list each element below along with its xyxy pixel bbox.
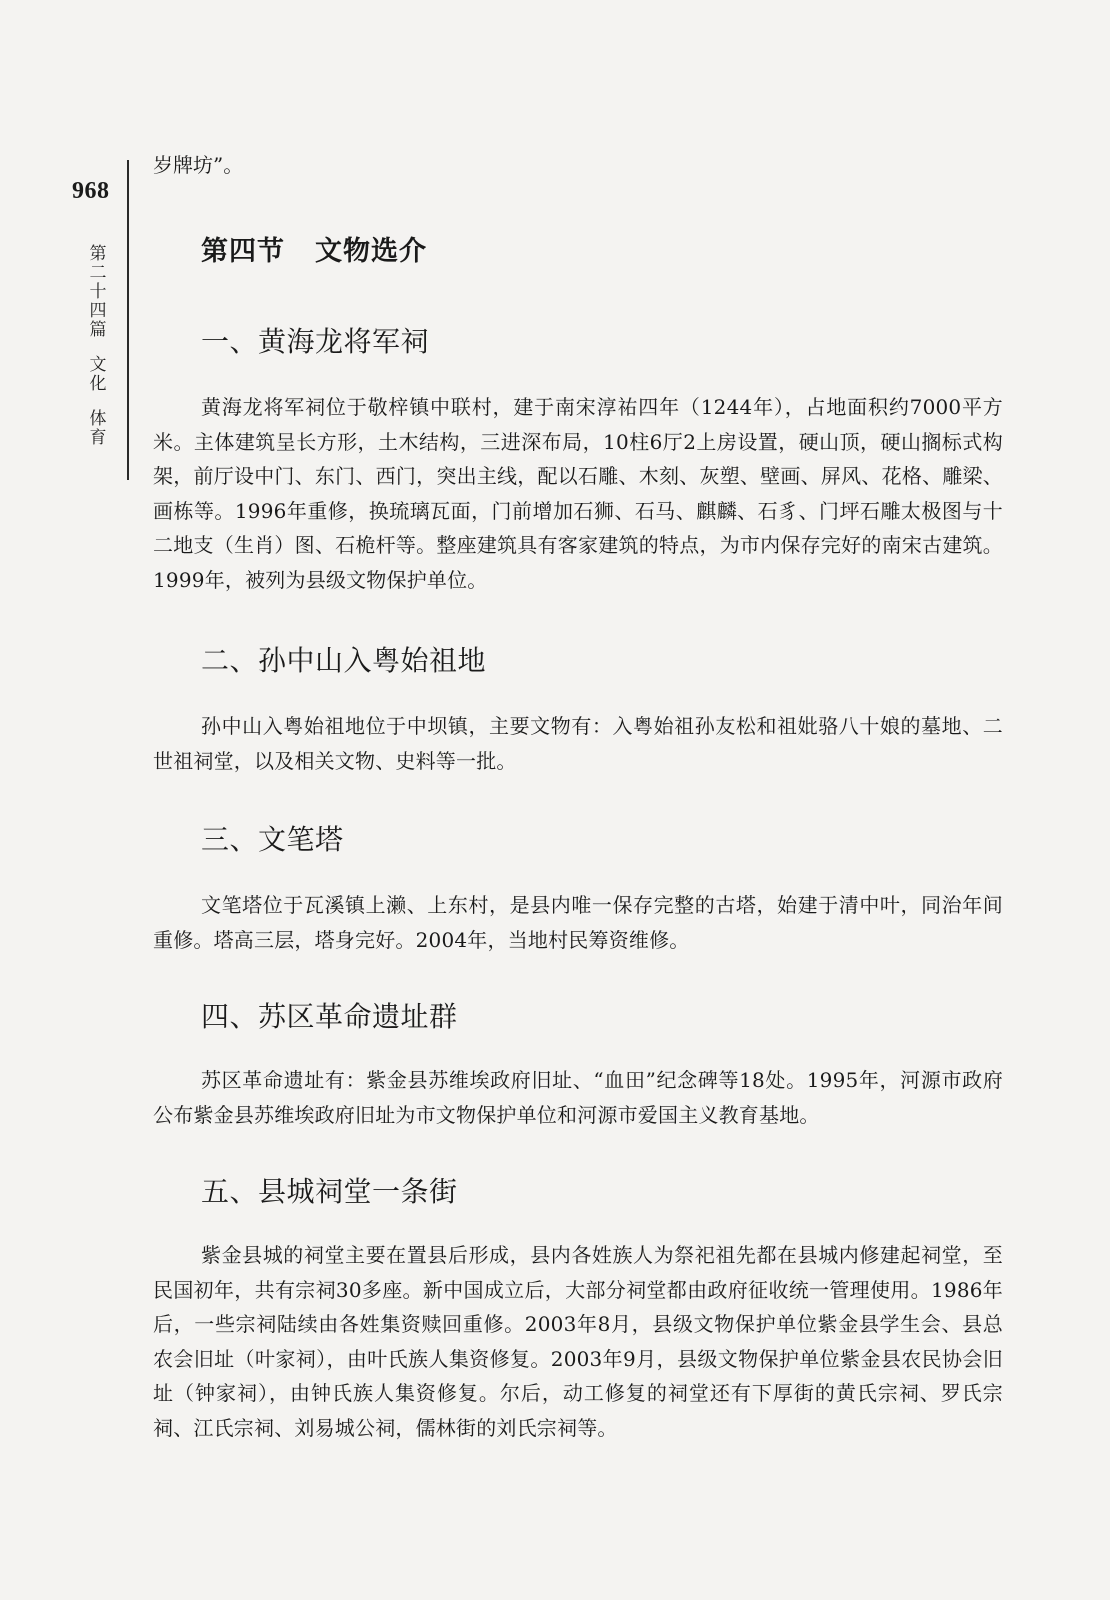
running-head-char: 四 [89,301,107,321]
entry-body: 孙中山入粤始祖地位于中坝镇，主要文物有：入粤始祖孙友松和祖妣骆八十娘的墓地、二世祖祠堂，以及相关文物、史料等一批。 [153,714,1003,773]
entry-body: 黄海龙将军祠位于敬梓镇中联村，建于南宋淳祐四年（1244年），占地面积约7000平方米。主体建筑呈长方形，土木结构，三进深布局，10柱6厅2上房设置，硬山顶，硬山搁标式构架，前厅设中门、东门、西门，突出主线，配以石雕、木刻、灰塑、壁画、屏风、花格、雕梁、画栋等。1996年重修，换琉璃瓦面，门前增加石狮、石马、麒麟、石豸、门坪石雕太极图与十二地支（生肖）图、石桅杆等。整座建筑具有客家建筑的特点，为市内保存完好的南宋古建筑。1999年，被列为县级文物保护单位。 [153,395,1003,592]
running-head-char: 二 [89,263,107,283]
margin-rule [127,160,129,480]
running-head-char: 篇 [89,320,107,340]
entry-body: 文笔塔位于瓦溪镇上濑、上东村，是县内唯一保存完整的古塔，始建于清中叶，同治年间重修。塔高三层，塔身完好。2004年，当地村民筹资维修。 [153,893,1003,952]
entry-body: 紫金县城的祠堂主要在置县后形成，县内各姓族人为祭祀祖先都在县城内修建起祠堂，至民国初年，共有宗祠30多座。新中国成立后，大部分祠堂都由政府征收统一管理使用。1986年后，一些宗祠陆续由各姓集资赎回重修。2003年8月，县级文物保护单位紫金县学生会、县总农会旧址（叶家祠），由叶氏族人集资修复。2003年9月，县级文物保护单位紫金县农民协会旧址（钟家祠），由钟氏族人集资修复。尔后，动工修复的祠堂还有下厚街的黄氏宗祠、罗氏宗祠、江氏宗祠、刘易城公祠，儒林街的刘氏宗祠等。 [153,1243,1003,1440]
main-content [153,148,1003,1445]
page-number: 968 [72,178,110,204]
running-head-char: 体 [89,409,107,429]
entry-heading: 一、黄海龙将军祠 [201,325,430,358]
entry-heading: 三、文笔塔 [201,823,344,856]
running-head-char: 化 [89,374,107,394]
entry-heading: 二、孙中山入粤始祖地 [201,644,487,677]
running-head-char: 育 [89,428,107,448]
entry-body: 苏区革命遗址有：紫金县苏维埃政府旧址、“血田”纪念碑等18处。1995年，河源市政府公布紫金县苏维埃政府旧址为市文物保护单位和河源市爱国主义教育基地。 [153,1068,1003,1127]
continuation-text: 岁牌坊”。 [153,153,244,177]
section-number: 第四节 [201,236,285,267]
entry-heading: 四、苏区革命遗址群 [201,1000,458,1033]
running-head-char: 第 [89,244,107,264]
section-name: 文物选介 [315,236,427,267]
running-head-char: 文 [89,355,107,375]
entry-heading: 五、县城祠堂一条街 [201,1175,458,1208]
running-head [84,245,112,448]
running-head-char: 十 [89,282,107,302]
section-title [201,229,1003,268]
